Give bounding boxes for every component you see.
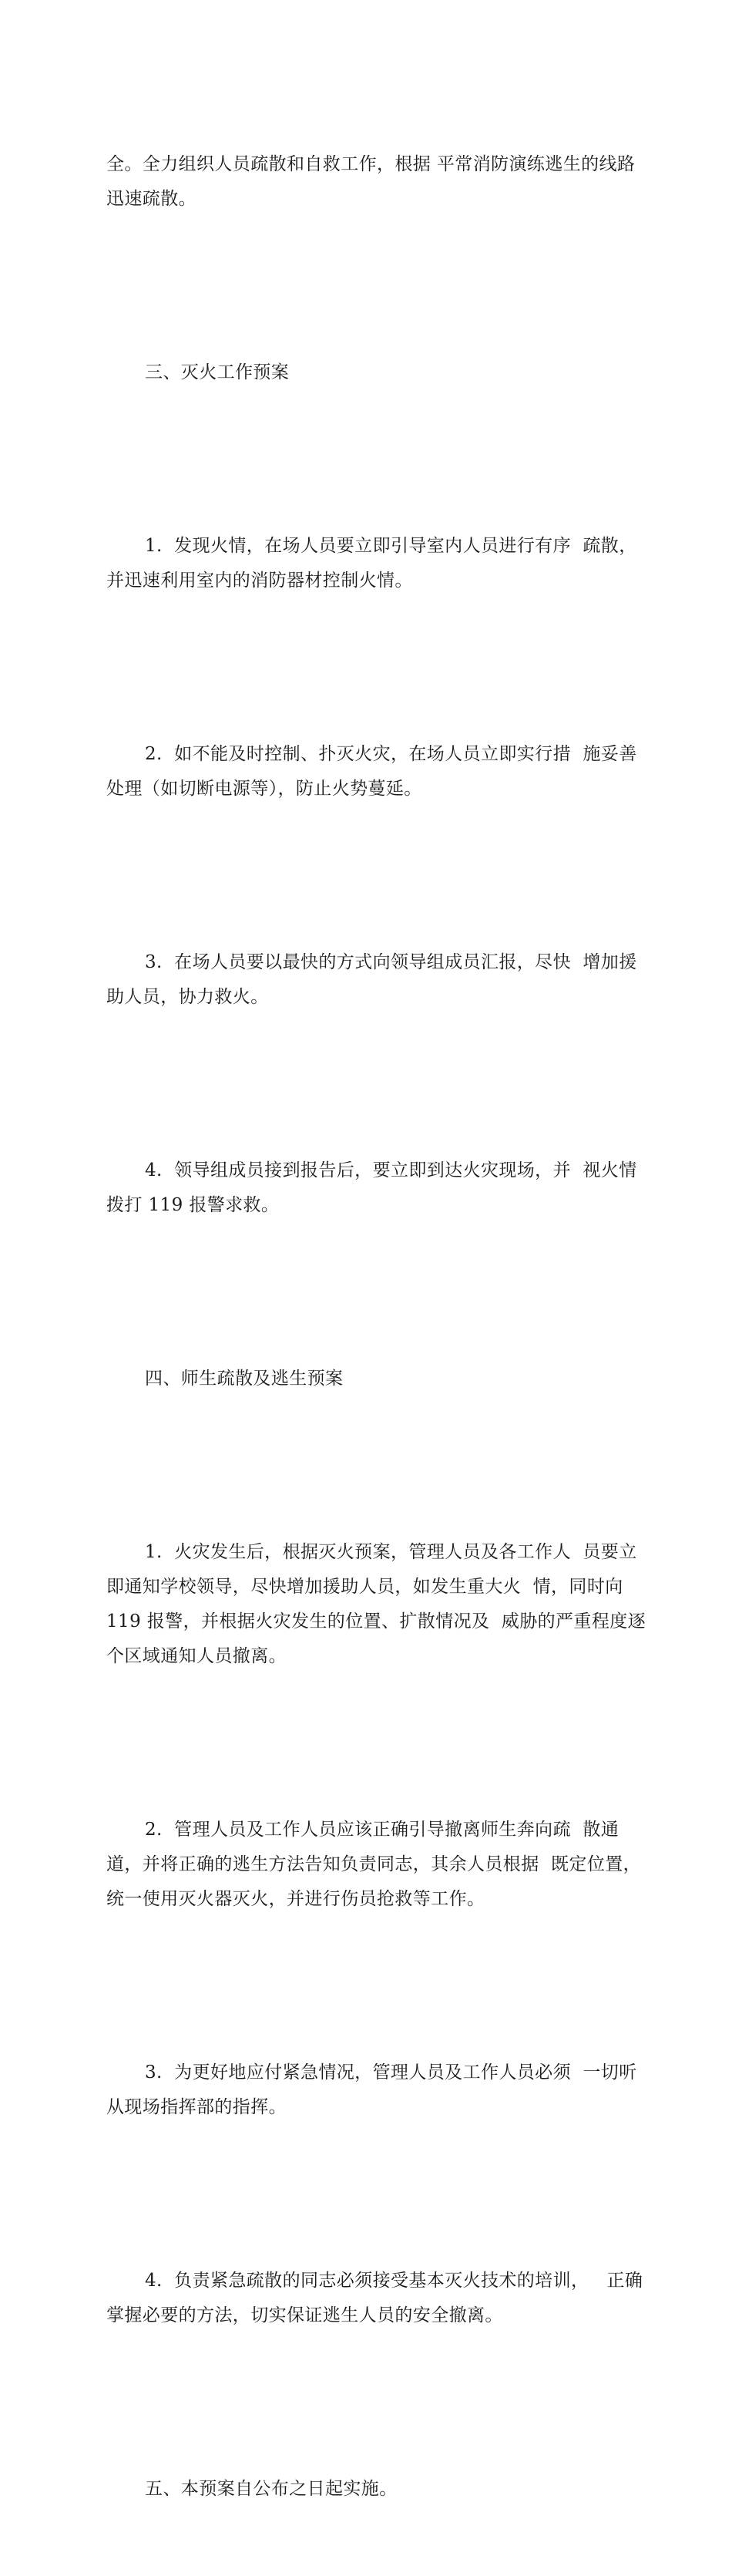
- text-line: 从现场指挥部的指挥。: [106, 2097, 287, 2117]
- list-item-fire-4: [106, 1084, 640, 1292]
- text-line: 1. 火灾发生后，根据灭火预案，管理人员及各工作人 员要立: [145, 1542, 637, 1562]
- text-line: 即通知学校领导，尽快增加援助人员，如发生重大火 情，同时向: [106, 1577, 623, 1597]
- text-line: 拨打 119 报警求救。: [106, 1195, 280, 1215]
- text-line: 三、灭火工作预案: [145, 362, 290, 382]
- text-line: 全。全力组织人员疏散和自救工作，根据 平常消防演练逃生的线路: [106, 154, 636, 174]
- text-line: 四、师生疏散及逃生预案: [145, 1369, 344, 1389]
- section-heading-effective-date: [106, 2403, 640, 2576]
- text-line: 迅速疏散。: [106, 189, 196, 209]
- list-item-evac-1: [106, 1466, 646, 1743]
- text-line: 2. 管理人员及工作人员应该正确引导撤离师生奔向疏 散通: [145, 1820, 620, 1840]
- list-item-fire-1: [106, 460, 640, 668]
- section-heading-evacuation-plan: [106, 1292, 640, 1466]
- list-item-evac-3: [106, 1986, 640, 2194]
- paragraph-evacuation-continued: [106, 78, 640, 286]
- text-line: 统一使用灭火器灭火，并进行伤员抢救等工作。: [106, 1889, 485, 1909]
- list-item-fire-2: [106, 668, 640, 876]
- text-line: 五、本预案自公布之日起实施。: [145, 2479, 398, 2499]
- list-item-fire-3: [106, 876, 640, 1084]
- text-line: 掌握必要的方法，切实保证逃生人员的安全撤离。: [106, 2305, 503, 2325]
- text-line: 3. 在场人员要以最快的方式向领导组成员汇报，尽快 增加援: [145, 952, 637, 972]
- section-heading-fire-fighting-plan: [106, 286, 640, 460]
- text-line: 4. 领导组成员接到报告后，要立即到达火灾现场，并 视火情: [145, 1160, 637, 1180]
- list-item-evac-4: [106, 2194, 643, 2403]
- text-line: 4. 负责紧急疏散的同志必须接受基本灭火技术的培训， 正确: [145, 2271, 643, 2291]
- text-line: 2. 如不能及时控制、扑灭火灾，在场人员立即实行措 施妥善: [145, 744, 637, 764]
- text-line: 个区域通知人员撤离。: [106, 1646, 287, 1666]
- document-body: [106, 78, 646, 2576]
- text-line: 119 报警，并根据火灾发生的位置、扩散情况及 威胁的严重程度逐: [106, 1611, 646, 1631]
- text-line: 1. 发现火情，在场人员要立即引导室内人员进行有序 疏散，: [145, 536, 637, 556]
- text-line: 道，并将正确的逃生方法告知负责同志，其余人员根据 既定位置，: [106, 1854, 642, 1874]
- text-line: 并迅速利用室内的消防器材控制火情。: [106, 571, 413, 591]
- text-line: 3. 为更好地应付紧急情况，管理人员及工作人员必须 一切听: [145, 2062, 637, 2083]
- text-line: 处理（如切断电源等），防止火势蔓延。: [106, 779, 422, 799]
- list-item-evac-2: [106, 1743, 640, 1986]
- text-line: 助人员，协力救火。: [106, 987, 269, 1007]
